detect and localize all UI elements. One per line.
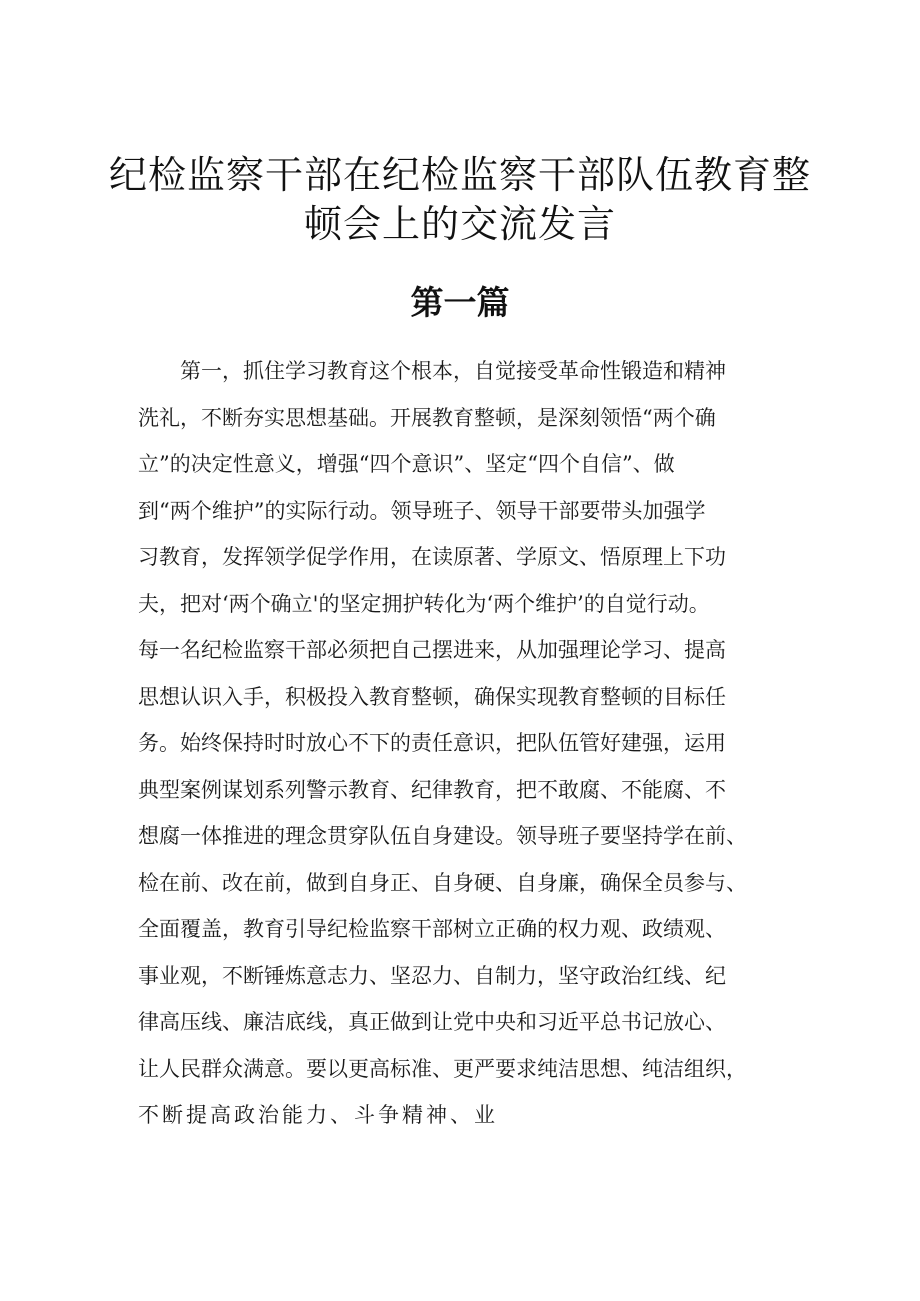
- body-line: 夫，把对‘两个确立'的坚定拥护转化为‘两个维护’的自觉行动。: [138, 591, 710, 616]
- body-line: 让人民群众满意。要以更高标准、更严要求纯洁思想、纯洁组织，: [138, 1056, 747, 1081]
- body-line: 不断提高政治能力、斗争精神、业: [138, 1103, 498, 1127]
- body-line: 思想认识入手，积极投入教育整顿，确保实现教育整顿的目标任: [138, 684, 726, 709]
- body-line: 想腐一体推进的理念贯穿队伍自身建设。领导班子要坚持学在前、: [138, 824, 747, 848]
- body-line: 习教育，发挥领学促学作用，在读原著、学原文、悟原理上下功: [138, 545, 726, 569]
- chapter-heading: 第一篇: [410, 283, 510, 322]
- body-line: 立”的决定性意义，增强“四个意识”、坚定“四个自信”、做: [138, 452, 675, 476]
- body-line: 律高压线、廉洁底线，真正做到让党中央和习近平总书记放心、: [138, 1010, 726, 1034]
- body-line: 洗礼，不断夯实思想基础。开展教育整顿，是深刻领悟“两个确: [138, 405, 716, 430]
- body-line: 务。始终保持时时放心不下的责任意识，把队伍管好建强，运用: [138, 731, 726, 755]
- body-line: 到“两个维护”的实际行动。领导班子、领导干部要带头加强学: [138, 498, 706, 523]
- body-line: 典型案例谋划系列警示教育、纪律教育，把不敢腐、不能腐、不: [138, 777, 726, 802]
- body-line: 第一，抓住学习教育这个根本，自觉接受革命性锻造和精神: [180, 359, 726, 383]
- document-title-line-1: 纪检监察干部在纪检监察干部队伍教育整: [108, 153, 811, 197]
- document-title-line-2: 顿会上的交流发言: [303, 202, 616, 246]
- body-line: 全面覆盖，教育引导纪检监察干部树立正确的权力观、政绩观、: [138, 917, 726, 941]
- body-line: 事业观，不断锤炼意志力、坚忍力、自制力，坚守政治红线、纪: [138, 963, 726, 988]
- body-line: 每一名纪检监察干部必须把自己摆进来，从加强理论学习、提高: [138, 638, 726, 662]
- body-line: 检在前、改在前，做到自身正、自身硬、自身廉，确保全员参与、: [138, 870, 747, 895]
